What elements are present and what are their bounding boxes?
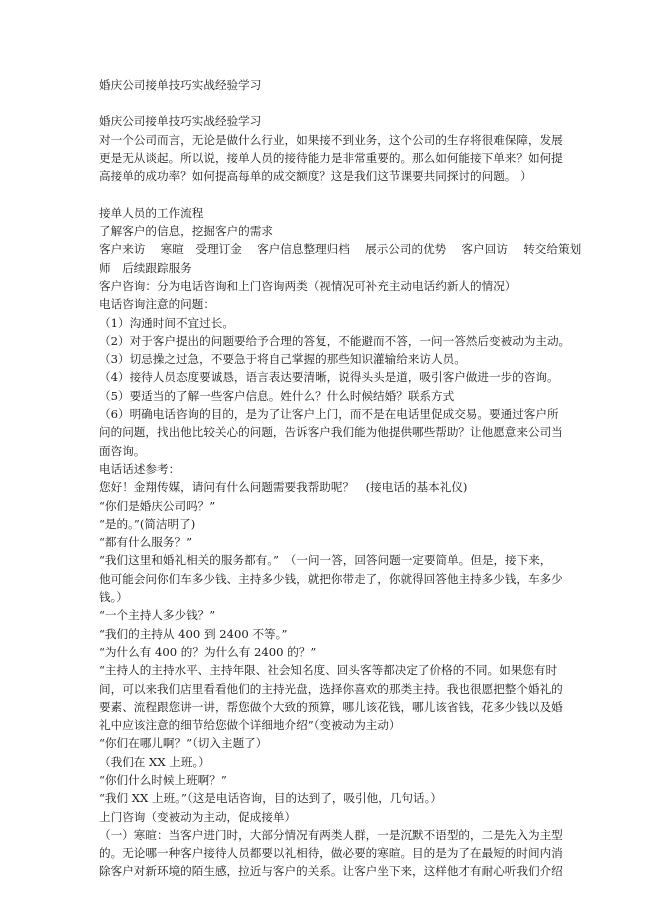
- body-line: 客户咨询：分为电话咨询和上门咨询两类（视情况可补充主动电话约新人的情况）: [99, 278, 517, 293]
- dialogue-line: “主持人的主持水平、主持年限、社会知名度、回头客等都决定了价格的不同。如果您有时: [99, 663, 558, 678]
- list-item: 面咨询。: [99, 443, 146, 458]
- dialogue-line: “我们这里和婚礼相关的服务都有。” （一问一答，回答问题一定要简单。但是，接下来，: [99, 553, 552, 568]
- dialogue-line: “你们什么时候上班啊？”: [99, 772, 227, 787]
- doc-title: 婚庆公司接单技巧实战经验学习: [99, 78, 262, 92]
- list-item: （1）沟通时间不宜过长。: [99, 315, 234, 330]
- dialogue-line: 间，可以来我们店里看看他们的主持光盘，选择你喜欢的那类主持。我也很愿把整个婚礼的: [99, 681, 563, 696]
- intro-line: 对一个公司而言，无论是做什么行业，如果接不到业务，这个公司的生存将很难保障，发展: [99, 132, 563, 147]
- dialogue-line: “你们在哪儿啊？”（切入主题了）: [99, 736, 268, 751]
- body-line: （一）寒暄：当客户进门时，大部分情况有两类人群，一是沉默不语型的，二是先入为主型: [99, 827, 563, 842]
- dialogue-line: 您好！金翔传媒，请问有什么问题需要我帮助呢？ (接电话的基本礼仪): [99, 480, 468, 495]
- doc-subtitle: 婚庆公司接单技巧实战经验学习: [99, 114, 262, 129]
- dialogue-line: “都有什么服务？”: [99, 535, 193, 550]
- intro-line: 高接单的成功率？如何提高每单的成交额度？这是我们这节课要共同探讨的问题。 ）: [99, 169, 532, 184]
- dialogue-line: 要素、流程跟您讲一讲，帮您做个大致的预算，哪儿该花钱，哪儿该省钱，花多少钱以及婚: [99, 699, 563, 714]
- body-line: 除客户对新环境的陌生感，拉近与客户的关系。让客户坐下来，这样他才有耐心听我们介绍: [99, 864, 563, 879]
- list-item: （2）对于客户提出的问题要给予合理的答复，不能避而不答，一问一答然后变被动为主动。: [99, 333, 571, 348]
- dialogue-line: “我们的主持从 400 到 2400 不等。”: [99, 626, 288, 641]
- dialogue-line: （我们在 XX 上班。）: [99, 754, 210, 769]
- dialogue-line: 他可能会问你们车多少钱、主持多少钱，就把你带走了，你就得回答他主持多少钱，车多少: [99, 571, 563, 586]
- section-heading-visit: 上门咨询（变被动为主动，促成接单）: [99, 809, 297, 824]
- list-item: 问的问题，找出他比较关心的问题，告诉客户我们能为他提供哪些帮助？让他愿意来公司当: [99, 425, 563, 440]
- blank-line: [99, 185, 560, 203]
- section-heading-workflow: 接单人员的工作流程: [99, 205, 204, 220]
- dialogue-line: 钱。）: [99, 590, 128, 605]
- intro-line: 更是无从谈起。所以说，接单人员的接待能力是非常重要的。那么如何能接下单来？如何提: [99, 150, 563, 165]
- list-item: （6）明确电话咨询的目的，是为了让客户上门，而不是在电话里促成交易。要通过客户所: [99, 407, 559, 422]
- section-heading-phone: 电话咨询注意的问题：: [99, 297, 215, 312]
- dialogue-line: 礼中应该注意的细节给您做个详细地介绍”（变被动为主动）: [99, 718, 401, 733]
- list-item: （5）要适当的了解一些客户信息。姓什么？什么时候结婚？联系方式: [99, 388, 455, 403]
- dialogue-line: “你们是婚庆公司吗？”: [99, 498, 216, 513]
- workflow-steps: 客户来访 寒暄 受理订金 客户信息整理归档 展示公司的优势 客户回访 转交给策划: [99, 242, 582, 257]
- section-heading-script: 电话话述参考：: [99, 461, 181, 476]
- list-item: （4）接待人员态度要诚恳，语言表达要清晰，说得头头是道，吸引客户做进一步的咨询。: [99, 370, 559, 385]
- document-body: [99, 76, 582, 881]
- dialogue-line: “我们 XX 上班。”（这是电话咨询，目的达到了，吸引他，几句话。）: [99, 791, 442, 806]
- list-item: （3）切忌操之过急，不要急于将自己掌握的那些知识灌输给来访人员。: [99, 352, 466, 367]
- body-line: 了解客户的信息，挖掘客户的需求: [99, 224, 273, 239]
- dialogue-line: “为什么有 400 的？为什么有 2400 的？”: [99, 644, 317, 659]
- body-line: 的。无论哪一种客户接待人员都要以礼相待，做必要的寒暄。目的是为了在最短的时间内消: [99, 846, 563, 861]
- dialogue-line: “一个主持人多少钱？”: [99, 608, 216, 623]
- workflow-steps: 师 后续跟踪服务: [99, 260, 192, 275]
- dialogue-line: “是的。”(简洁明了): [99, 516, 196, 531]
